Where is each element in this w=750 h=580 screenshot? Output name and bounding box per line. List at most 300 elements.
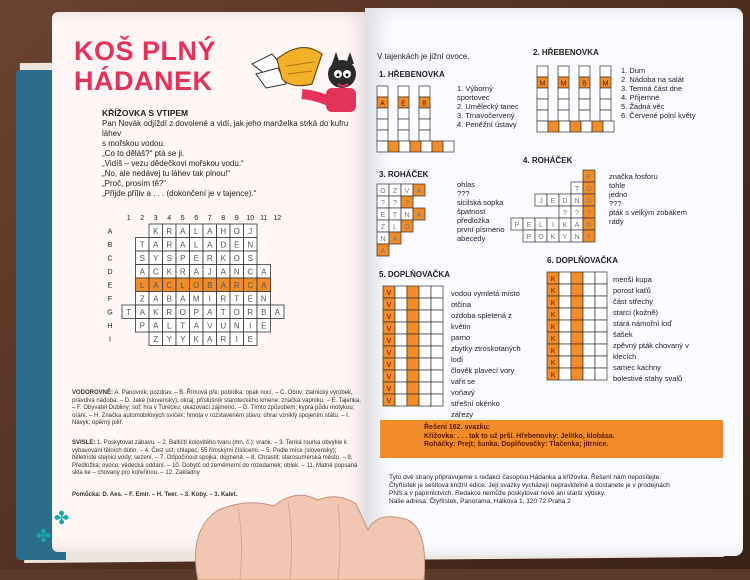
fillin-cell [407, 286, 419, 298]
grid-letter: K [220, 253, 226, 263]
fillin-cell [395, 334, 407, 346]
clue: voňavý [451, 388, 475, 397]
corner-letter: N [586, 221, 592, 229]
corner-letter: A [380, 247, 386, 255]
grid-letter: L [194, 240, 199, 250]
comb-base-cell [570, 121, 581, 132]
comb-cell [537, 99, 548, 110]
clue: 3. Trnavočervený [457, 111, 515, 120]
grid-letter: R [220, 334, 227, 344]
clue: první písmeno abecedy [457, 225, 505, 243]
comb-base-cell [399, 141, 410, 152]
fillin-cell [595, 332, 607, 344]
fillin-cell [395, 346, 407, 358]
grid-letter: I [208, 294, 211, 304]
fillin-cell [583, 344, 595, 356]
comb-base-cell [377, 141, 388, 152]
corner-letter: E [550, 197, 556, 205]
page-title [74, 36, 216, 96]
comb-cell [579, 66, 590, 77]
comb-cell [537, 66, 548, 77]
grid-letter: Y [153, 253, 159, 263]
fillin-cell [595, 308, 607, 320]
comb-cell [419, 86, 430, 97]
grid-letter: A [180, 294, 186, 304]
intro-line: „Co to děláš?“ ptá se ji. [102, 149, 185, 158]
grid-letter: M [192, 294, 200, 304]
row-letter: H [107, 323, 113, 331]
corner-puzzle-3 [375, 182, 455, 262]
grid-letter: A [220, 267, 226, 277]
fillin-cell [419, 334, 431, 346]
grid-letter: S [139, 253, 145, 263]
col-number: 5 [180, 215, 185, 222]
footer-note [389, 474, 729, 506]
fillin-letter: V [386, 361, 392, 369]
clue: otčina [451, 300, 472, 309]
corner-letter: N [404, 211, 410, 219]
fillin-cell [595, 296, 607, 308]
col-number: 11 [260, 215, 268, 222]
clue: 3. Temná část dne [621, 84, 683, 93]
grid-letter: O [233, 226, 240, 236]
clue: předložka [457, 216, 490, 225]
top-note: V tajenkách je jižní ovoce. [377, 52, 470, 61]
grid-letter: S [247, 253, 253, 263]
clue: 1. Dum [621, 66, 646, 75]
corner-letter: ? [381, 199, 385, 207]
clue: část střechy [613, 297, 654, 306]
fillin-cell [571, 272, 583, 284]
clue: 6. Červené polní květy [621, 111, 696, 120]
fillin-letter: V [386, 385, 392, 393]
clue: ??? [609, 199, 622, 208]
grid-letter: V [207, 321, 213, 331]
clues-across-label: VODOROVNĚ: [72, 390, 114, 396]
fillin-cell [431, 322, 443, 334]
clues-down-label: SVISLE: [72, 440, 96, 446]
row-letter: I [109, 336, 111, 344]
comb-cell [600, 66, 611, 77]
clue: parno [451, 333, 471, 342]
fillin-cell [559, 344, 571, 356]
comb-letter: M [602, 80, 609, 88]
comb-letter: B [582, 80, 587, 88]
row-letter: G [107, 309, 113, 317]
title-line-2: HÁDANEK [74, 66, 213, 96]
grid-letter: T [234, 294, 240, 304]
fillin-cell [419, 382, 431, 394]
grid-letter: L [180, 280, 185, 290]
col-number: 6 [194, 215, 199, 222]
fillin-letter: V [386, 301, 392, 309]
clue: 5. Žádná věc [621, 102, 665, 111]
corner-letter: J [539, 197, 543, 205]
solution-line: Roháčky: Prejt; šunka. Doplňovačky: Tlačenka; jitrnice. [424, 441, 609, 448]
fillin-letter: V [386, 397, 392, 405]
crossword-grid [102, 212, 362, 382]
comb-cell [398, 108, 409, 119]
fillin-letter: V [386, 289, 392, 297]
grid-letter: P [193, 307, 199, 317]
comb-cell [558, 110, 569, 121]
row-letter: F [107, 296, 113, 304]
fillin-cell [571, 344, 583, 356]
grid-letter: R [206, 253, 213, 263]
comb-puzzle-2 [533, 60, 617, 146]
grid-letter: N [233, 321, 240, 331]
hint-line: Pomůcka: D. Aes. – F. Emir. – H. Teer. – 3. Koby. – 3. Kalet. [72, 492, 238, 498]
clue: člověk plavecí vory [451, 366, 515, 375]
clue: 4. Peněžní ústavy [457, 120, 517, 129]
fillin-cell [407, 358, 419, 370]
fillin-cell [431, 394, 443, 406]
corner-letter: I [552, 221, 554, 229]
col-number: 9 [234, 215, 239, 222]
comb-base-cell [410, 141, 421, 152]
section-4-clues [609, 172, 707, 226]
fillin-cell [395, 298, 407, 310]
clue: 2. Nádoba na salát [621, 75, 684, 84]
comb-cell [398, 86, 409, 97]
fillin-cell [559, 356, 571, 368]
intro-line: „Vidíš – vezu dědečkovi mořskou vodu.“ [102, 159, 244, 168]
fillin-cell [559, 284, 571, 296]
grid-letter: A [193, 321, 199, 331]
grid-letter: E [234, 240, 240, 250]
col-number: 1 [126, 215, 131, 222]
grid-letter: I [249, 321, 252, 331]
joke-intro [102, 108, 362, 199]
fillin-cell [431, 370, 443, 382]
comb-cell [579, 110, 590, 121]
hand-icon [178, 470, 438, 580]
comb-cell [377, 130, 388, 141]
comb-base-cell [388, 141, 399, 152]
clue: porost kaťů [613, 286, 651, 295]
grid-letter: A [261, 280, 267, 290]
fillin-cell [395, 394, 407, 406]
clue: samec kachny [613, 363, 661, 372]
grid-letter: A [207, 240, 213, 250]
clue: sicilská sopka [457, 198, 504, 207]
fillin-cell [559, 332, 571, 344]
fillin-cell [419, 394, 431, 406]
col-number: 10 [246, 215, 255, 222]
grid-letter: L [194, 226, 199, 236]
fillin-cell [571, 320, 583, 332]
comb-base-cell [443, 141, 454, 152]
clue: vařit se [451, 377, 476, 386]
comb-base-cell [432, 141, 443, 152]
section-5-clues [451, 288, 523, 420]
fillin-letter: K [550, 347, 556, 355]
grid-letter: N [260, 294, 267, 304]
fillin-cell [407, 322, 419, 334]
fillin-cell [595, 284, 607, 296]
grid-letter: E [193, 253, 199, 263]
corner-letter: Z [380, 223, 386, 231]
intro-line: Pan Novák odjíždí z dovolené a vidí, jak jeho manželka strká do kufru láhev [102, 119, 349, 138]
fill-in-puzzle-6 [545, 270, 609, 382]
corner-letter: E [380, 211, 386, 219]
fillin-letter: V [386, 349, 392, 357]
footer-line: Tyto dvě strany připravujeme s redakcí časopisu Hádanka a křížovka. Řešení nám neposílejte. [389, 474, 662, 481]
comb-base-cell [559, 121, 570, 132]
fillin-cell [431, 310, 443, 322]
comb-cell [419, 119, 430, 130]
comb-cell [419, 130, 430, 141]
grid-letter: R [166, 226, 173, 236]
grid-letter: Z [153, 334, 159, 344]
grid-letter: L [167, 321, 172, 331]
clue: značka fosforu [609, 172, 658, 181]
grid-letter: B [261, 307, 267, 317]
clues-across-text: A. Panovník; pozdrav. – B. Římová pře; pobídka; opak nocí. – C. Obuv; zlatnický výrobek, pravdivá nádoba. – D. Jaké (slovensky); okraj; příslušník staroteckého kmene; značka vápníku. – E. Tajenka. – F. Obyvatel Dubliny; sof; hra v Turecku; ukazovací zájmeno. – G. Tímto způsobem; kyprá půdu motykou; orání. – H. Značka automobilových svíček; hmota v rozstaveném stavu; úhrar vzniklý spojením státu. – I. Návyk; opěrný pilíř. [72, 390, 362, 426]
fillin-cell [559, 368, 571, 380]
corner-letter: A [416, 211, 422, 219]
fillin-cell [407, 394, 419, 406]
clue: střešní okénko [451, 399, 500, 408]
clue: starci (kožně) [613, 308, 659, 317]
fillin-cell [595, 272, 607, 284]
fillin-cell [559, 320, 571, 332]
grid-letter: B [166, 294, 172, 304]
clue: ozdoba spletená z květin [451, 311, 512, 331]
grid-letter: C [247, 280, 254, 290]
comb-cell [579, 88, 590, 99]
footer-line: Čtyřlístek je sešitová knižní edice. Její svazky vycházejí nepravidelně a dostanete je v prodejnách [389, 482, 670, 489]
fillin-cell [431, 334, 443, 346]
comb-cell [579, 99, 590, 110]
col-number: 8 [221, 215, 226, 222]
fillin-cell [431, 286, 443, 298]
fillin-letter: V [386, 373, 392, 381]
clue: šašek [613, 330, 633, 339]
clue: špatnost [457, 207, 486, 216]
fillin-cell [431, 346, 443, 358]
comb-cell [398, 119, 409, 130]
corner-letter: P [526, 233, 532, 241]
fillin-cell [407, 334, 419, 346]
grid-letter: J [207, 267, 212, 277]
corner-letter: L [539, 221, 543, 229]
fillin-cell [583, 296, 595, 308]
section-2-title: 2. HŘEBENOVKA [533, 48, 599, 57]
comb-cell [558, 66, 569, 77]
grid-letter: A [180, 226, 186, 236]
comb-base-cell [548, 121, 559, 132]
fillin-cell [407, 382, 419, 394]
row-letter: D [107, 269, 113, 277]
col-number: 4 [167, 215, 172, 222]
clue: bolestivé stahy svalů [613, 374, 683, 383]
comb-base-cell [421, 141, 432, 152]
fillin-letter: V [386, 325, 392, 333]
corner-letter: N [574, 197, 580, 205]
corner-puzzle-4 [514, 168, 605, 248]
comb-cell [537, 110, 548, 121]
corner-letter: N [380, 235, 386, 243]
grid-letter: K [153, 307, 159, 317]
comb-base-cell [603, 121, 614, 132]
fill-in-puzzle-5 [381, 284, 445, 408]
comb-base-cell [581, 121, 592, 132]
clue: 4. Příjemné [621, 93, 660, 102]
corner-letter: T [392, 211, 398, 219]
corner-letter: O [586, 185, 592, 193]
fillin-cell [395, 382, 407, 394]
clue: pták s velkým zobákem [609, 208, 687, 217]
fillin-cell [431, 382, 443, 394]
clue: jedno [609, 190, 628, 199]
grid-letter: A [153, 280, 159, 290]
fillin-cell [407, 310, 419, 322]
grid-letter: R [233, 280, 240, 290]
grid-letter: P [180, 253, 186, 263]
fillin-cell [595, 368, 607, 380]
corner-letter: K [562, 221, 568, 229]
comb-cell [377, 119, 388, 130]
clue: rady [609, 217, 624, 226]
comb-cell [600, 110, 611, 121]
grid-letter: A [207, 334, 213, 344]
fillin-cell [595, 320, 607, 332]
row-letter: E [107, 282, 113, 290]
grid-letter: A [153, 240, 159, 250]
fillin-cell [395, 322, 407, 334]
corner-letter: A [392, 235, 398, 243]
grid-letter: K [193, 334, 199, 344]
section-title: KŘÍŽOVKA S VTIPEM [102, 108, 189, 118]
comb-cell [600, 88, 611, 99]
fillin-letter: V [386, 337, 392, 345]
grid-letter: P [139, 321, 145, 331]
comb-letter: B [422, 100, 427, 108]
grid-letter: T [220, 307, 226, 317]
grid-letter: H [220, 226, 227, 236]
comb-cell [398, 130, 409, 141]
grid-letter: R [166, 307, 173, 317]
fillin-cell [559, 308, 571, 320]
fillin-cell [419, 322, 431, 334]
clover-icon: ✤ [36, 526, 52, 546]
fillin-cell [583, 272, 595, 284]
intro-line: „Proč, prosím tě?“ [102, 179, 167, 188]
section-6-title: 6. DOPLŇOVAČKA [547, 256, 618, 265]
fillin-letter: K [550, 359, 556, 367]
fillin-cell [571, 368, 583, 380]
grid-letter: O [193, 280, 200, 290]
clue: tohle [609, 181, 626, 190]
comb-cell [419, 108, 430, 119]
corner-letter: T [574, 185, 580, 193]
comb-letter: A [380, 100, 385, 108]
grid-letter: N [247, 240, 254, 250]
clues-across [72, 390, 362, 428]
footer-line: Naše adresa: Čtyřlístek, Panorama, Hálkova 1, 120 72 Praha 2 [389, 498, 571, 505]
row-letter: C [107, 255, 113, 263]
grid-letter: A [153, 294, 159, 304]
grid-letter: L [140, 280, 145, 290]
fillin-cell [419, 358, 431, 370]
comb-cell [377, 108, 388, 119]
corner-letter: Y [562, 233, 568, 241]
fillin-cell [595, 344, 607, 356]
footer-line: PNS a v papírnictvích. Redakce nemůže poskytovat nové ani starší výtisky. [389, 490, 606, 497]
fillin-cell [583, 356, 595, 368]
grid-letter: A [274, 307, 280, 317]
fillin-cell [583, 368, 595, 380]
corner-letter: V [404, 187, 410, 195]
fillin-cell [595, 356, 607, 368]
intro-line: „No, ale nedávej tu láhev tak plnou!“ [102, 169, 231, 178]
fillin-cell [583, 332, 595, 344]
clue: 1. Výborný sportovec [457, 84, 493, 102]
fillin-cell [559, 296, 571, 308]
fillin-cell [419, 298, 431, 310]
corner-letter: O [404, 223, 410, 231]
corner-letter: ? [563, 209, 567, 217]
clover-icon: ✤ [54, 508, 70, 528]
clue: zpěvný pták chovaný v klecích [613, 341, 689, 361]
fillin-letter: K [550, 275, 556, 283]
grid-letter: C [247, 267, 254, 277]
corner-letter: L [393, 223, 397, 231]
comb-base-cell [592, 121, 603, 132]
fillin-letter: K [550, 299, 556, 307]
fillin-cell [559, 272, 571, 284]
comb-letter: E [401, 100, 406, 108]
comb-cell [537, 88, 548, 99]
clue: zbytky ztroskotaných lodí [451, 344, 521, 364]
fillin-cell [407, 346, 419, 358]
grid-letter: A [139, 307, 145, 317]
fillin-letter: K [550, 287, 556, 295]
fillin-letter: K [550, 335, 556, 343]
section-1-clues [457, 84, 527, 129]
grid-letter: A [180, 240, 186, 250]
comb-letter: M [539, 80, 546, 88]
col-number: 3 [153, 215, 158, 222]
fillin-cell [571, 332, 583, 344]
grid-letter: R [220, 294, 227, 304]
fillin-letter: K [550, 371, 556, 379]
fillin-cell [395, 370, 407, 382]
grid-letter: Z [139, 294, 145, 304]
corner-letter: Z [392, 187, 398, 195]
corner-letter: A [416, 187, 422, 195]
grid-letter: O [233, 253, 240, 263]
fillin-cell [431, 298, 443, 310]
grid-letter: U [220, 321, 227, 331]
grid-letter: K [166, 267, 172, 277]
grid-letter: Y [166, 334, 172, 344]
comb-cell [377, 86, 388, 97]
section-6-clues [613, 274, 705, 384]
fillin-cell [407, 298, 419, 310]
comb-letter: M [560, 80, 567, 88]
fillin-letter: V [386, 313, 392, 321]
section-1-title: 1. HŘEBENOVKA [379, 70, 445, 79]
grid-letter: I [235, 334, 238, 344]
corner-letter: P [586, 173, 592, 181]
grid-letter: A [220, 280, 226, 290]
title-line-1: KOŠ PLNÝ [74, 36, 217, 66]
corner-letter: Y [586, 233, 592, 241]
grid-letter: R [166, 240, 173, 250]
grid-letter: O [179, 307, 186, 317]
